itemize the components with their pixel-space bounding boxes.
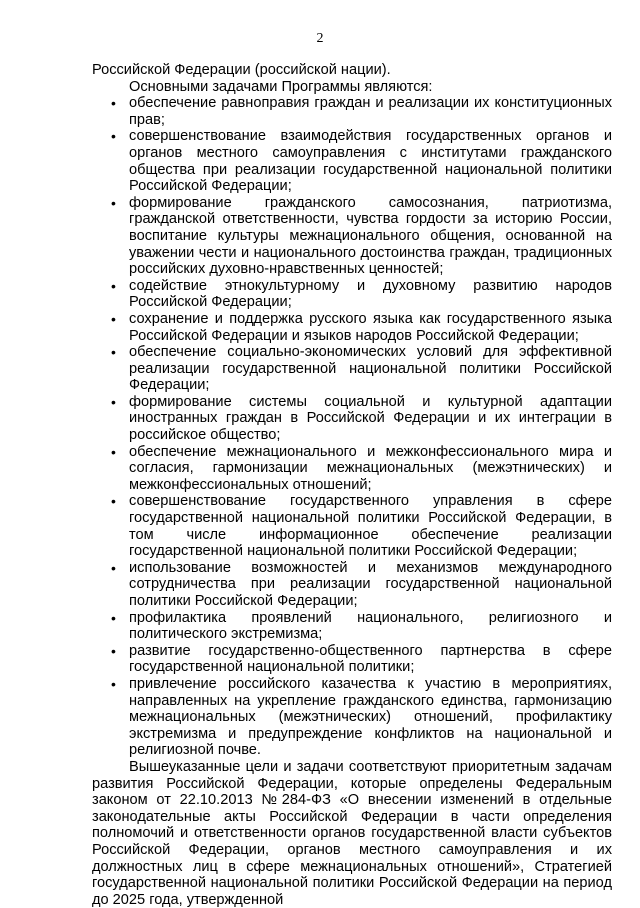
task-item	[92, 128, 612, 194]
task-text: обеспечение социально-экономических условий для эффективной реализации государственной национальной политики Российской Федерации;	[129, 344, 612, 394]
task-text: профилактика проявлений национального, религиозного и политического экстремизма;	[129, 609, 612, 643]
task-text: обеспечение равноправия граждан и реализации их конституционных прав;	[129, 95, 612, 128]
task-item	[92, 394, 612, 444]
task-text: привлечение российского казачества к участию в мероприятиях, направленных на укрепление гражданского единства, гармонизацию межнациональных (межэтнических) отношений, профилактику экстремизма и предупреждение конфликтов на национальной и религиозной почве.	[129, 675, 612, 759]
task-text: развитие государственно-общественного партнерства в сфере государственной национальной политики;	[129, 642, 612, 676]
opening-line: Российской Федерации (российской нации).	[92, 62, 391, 78]
tasks-intro: Основными задачами Программы являются:	[129, 78, 433, 95]
task-item	[92, 493, 612, 559]
task-item	[92, 195, 612, 278]
task-item	[92, 278, 612, 311]
task-item	[92, 676, 612, 759]
bullet-icon: •	[111, 642, 116, 659]
task-item	[92, 643, 612, 676]
task-text: формирование гражданского самосознания, патриотизма, гражданской ответственности, чувства гордости за историю России, воспитание культуры межнационального общения, основанной на уважении чести и национального достоинства граждан, традиционных российских духовно-нравственных ценностей;	[129, 194, 612, 278]
task-item	[92, 610, 612, 643]
tasks-list	[92, 95, 612, 759]
bullet-icon: •	[111, 609, 116, 626]
task-text: обеспечение межнационального и межконфессионального мира и согласия, гармонизации межнациональных (межэтнических) и межконфессиональных отношений;	[129, 443, 612, 493]
bullet-icon: •	[111, 194, 116, 211]
task-item	[92, 311, 612, 344]
bullet-icon: •	[111, 559, 116, 576]
bullet-icon: •	[111, 675, 116, 692]
task-text: сохранение и поддержка русского языка как государственного языка Российской Федерации и языков народов Российской Федерации;	[129, 310, 612, 344]
closing-paragraph: Вышеуказанные цели и задачи соответствуют приоритетным задачам развития Российской Федерации, которые определены Федеральным законом от 22.10.2013 №284-ФЗ «О внесении изменений в отдельные законодательные акты Российской Федерации в части определения полномочий и ответственности органов государственной власти субъектов Российской Федерации, органов местного самоуправления и их должностных лиц в сфере межнациональных отношений», Стратегией государственной национальной политики Российской Федерации на период до 2025 года, утвержденной	[92, 758, 612, 908]
task-text: содействие этнокультурному и духовному развитию народов Российской Федерации;	[129, 277, 612, 311]
task-item	[92, 95, 612, 128]
bullet-icon: •	[111, 493, 116, 510]
bullet-icon: •	[111, 393, 116, 410]
bullet-icon: •	[111, 344, 116, 361]
bullet-icon: •	[111, 310, 116, 327]
task-text: формирование системы социальной и культурной адаптации иностранных граждан в Российской Федерации и их интеграции в российское общество;	[129, 393, 612, 444]
task-text: использование возможностей и механизмов международного сотрудничества при реализации государственной национальной политики Российской Федерации;	[129, 559, 612, 609]
bullet-icon: •	[111, 277, 116, 294]
document-body	[92, 62, 612, 908]
task-text: совершенствование взаимодействия государственных органов и органов местного самоуправления с институтами гражданского общества при реализации государственной национальной политики Российской Федерации;	[129, 128, 612, 195]
task-item	[92, 344, 612, 394]
task-text: совершенствование государственного управления в сфере государственной национальной политики Российской Федерации, в том числе информационное обеспечение реализации государственной национальной политики Российской Федерации;	[129, 493, 612, 560]
task-item	[92, 560, 612, 610]
bullet-icon: •	[111, 95, 116, 112]
bullet-icon: •	[111, 443, 116, 460]
bullet-icon: •	[111, 128, 116, 145]
task-item	[92, 444, 612, 494]
page-number: 2	[316, 31, 324, 46]
